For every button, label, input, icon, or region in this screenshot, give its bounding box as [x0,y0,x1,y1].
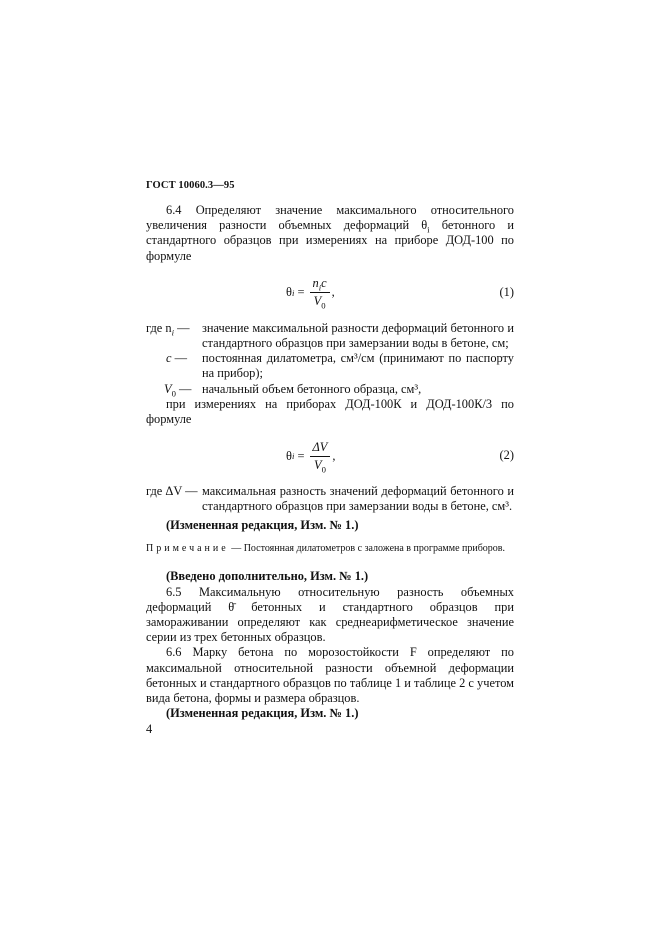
f1-lhs: θ [286,285,292,300]
def2-dash: — [171,351,187,366]
def1-term-sub: i [171,327,174,338]
f1-denominator [311,293,329,309]
edit-note-2: (Измененная редакция, Изм. № 1.) [166,706,359,721]
def4-dash: — [182,484,198,499]
def3-term-text: V [164,381,172,396]
def1-dash: — [173,320,190,335]
footnote [146,543,514,556]
def4-term-text: где ΔV [146,484,183,499]
f1-den: V [313,294,322,309]
formula-1-expression [286,271,335,315]
f2-lhs-sub: i [291,451,295,462]
formula-2 [146,434,514,478]
edit-note-1: (Измененная редакция, Изм. № 1.) [166,517,359,532]
def2-desc: постоянная дилатометра, см³/см (принимают по паспорту на прибор); [202,351,514,381]
f1-num-n: n [312,276,319,291]
note-label: Примечание [146,542,229,554]
def3-desc: начальный объем бетонного образца, см³, [202,381,422,396]
paragraph-6-5: 6.5 Максимальную относительную разность объемных деформаций θ̄ бетонных и стандартного образцов при замораживании определяют как среднеарифметическое значение серии из трех бетонных образцов. [146,584,514,645]
formula-2-number: (2) [499,448,514,463]
f1-fraction [310,276,330,309]
f2-eq: = [294,448,308,463]
formula-2-expression [286,434,335,478]
p64-sub: i [427,224,430,235]
f2-denominator [311,457,329,473]
f1-lhs-sub: i [291,287,295,298]
f2-den-sub: 0 [321,464,326,475]
formula-1 [146,271,514,315]
f2-den: V [314,457,322,472]
p64-rest: бетонного и стандартного образцов при измерениях на приборе ДОД-100 по формуле [146,218,515,263]
f2-lhs: θ [286,448,292,463]
document-header: ГОСТ 10060.3—95 [146,180,235,191]
def4-desc: максимальная разность значений деформаций бетонного и стандартного образцов при замерзании воды в бетоне, см³. [202,484,514,514]
definitions-1 [146,321,514,397]
def1-term [146,321,202,351]
def3-dash: — [175,381,192,396]
f1-num-c: c [321,276,327,291]
def2-term [146,351,202,381]
f2-num-text: ΔV [312,439,328,454]
def1-desc: значение максимальной разности деформаций бетонного и стандартного образцов при замерзании воды в бетоне, см; [202,320,514,351]
f2-numerator [310,440,331,457]
definitions-2 [146,484,514,514]
f1-eq: = [294,285,308,300]
p64-text: 6.4 Определяют значение максимального относительного увеличения разности объемных деформаций θ [146,203,514,233]
paragraph-6-4 [146,203,514,264]
def3-term [146,382,202,397]
paragraph-after-defs: при измерениях на приборах ДОД-100К и ДОД-100К/3 по формуле [146,396,514,427]
definition-delta-v [146,484,514,514]
f1-comma: , [331,285,335,300]
definition-v0 [146,382,514,397]
definition-c [146,351,514,381]
f2-comma: , [332,448,336,463]
f2-fraction [310,440,331,473]
paragraph-6-6: 6.6 Марку бетона по морозостойкости F определяют по максимальной относительной разности объемной деформации бетонных и стандартного образцов по таблице 1 и таблице 2 с учетом вида бетона, формы и размера образцов. [146,645,514,705]
page-content [146,203,514,721]
f1-num-sub: i [318,282,322,293]
formula-1-number: (1) [499,284,514,299]
definition-ni [146,321,514,351]
page-number: 4 [146,722,153,736]
f1-den-sub: 0 [321,300,326,311]
note-text: — Постоянная дилатометров c заложена в программе приборов. [228,542,506,554]
f1-numerator [310,276,330,293]
added-note: (Введено дополнительно, Изм. № 1.) [166,569,369,584]
def1-term-text: где n [146,320,172,335]
def3-term-sub: 0 [171,388,176,399]
def4-term [146,484,202,514]
def2-term-text: c [166,351,172,366]
